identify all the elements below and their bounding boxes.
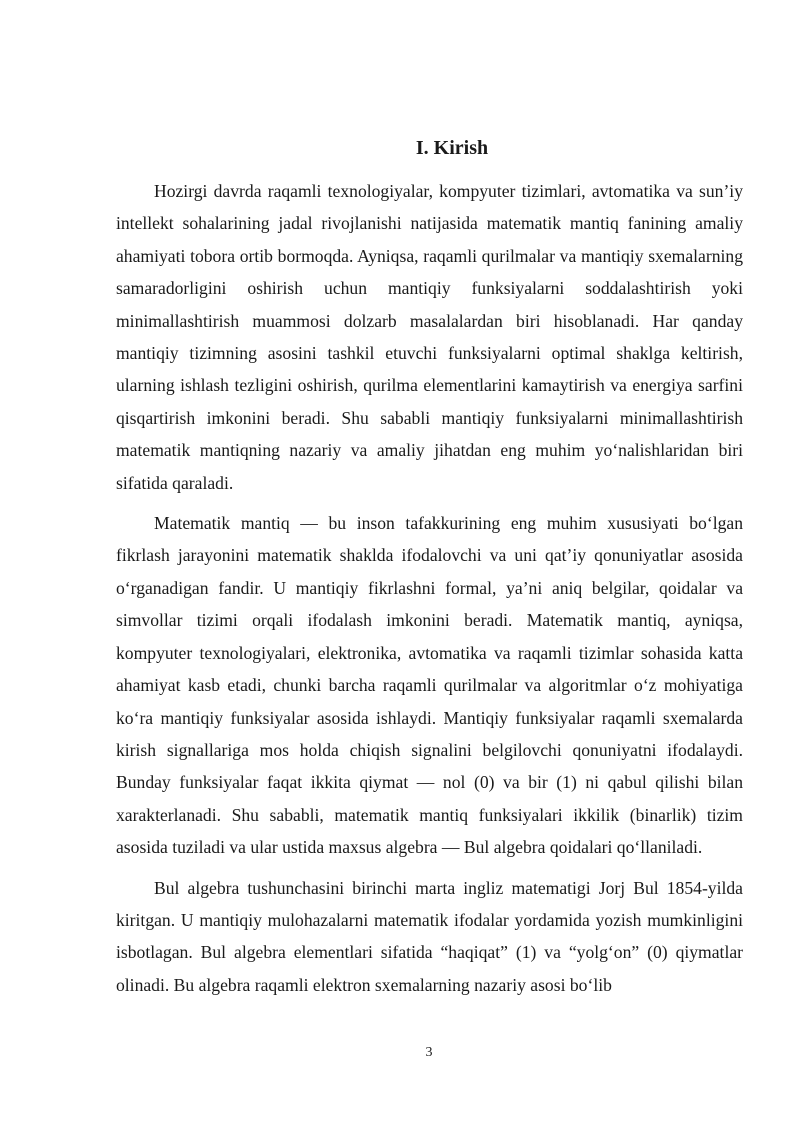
section-heading: I. Kirish (415, 137, 489, 159)
paragraph-2: Matematik mantiq — bu inson tafakkurining eng muhim xususiyati bo‘lgan fikrlash jarayonini matematik shaklda ifodalovchi va uni qat’iy qonuniyatlar asosida o‘rganadigan fandir. U mantiqiy fikrlashni formal, ya’ni aniq belgilar, qoidalar va simvollar tizimi orqali ifodalash imkonini beradi. Matematik mantiq, ayniqsa, kompyuter texnologiyalari, elektronika, avtomatika va raqamli tizimlar sohasida katta ahamiyat kasb etadi, chunki barcha raqamli qurilmalar va algoritmlar o‘z mohiyatiga ko‘ra mantiqiy funksiyalar asosida ishlaydi. Mantiqiy funksiyalar raqamli sxemalarda kirish signallariga mos holda chiqish signalini belgilovchi qonuniyatni ifodalaydi. Bunday funksiyalar faqat ikkita qiymat — nol (0) va bir (1) ni qabul qilishi bilan xarakterlanadi. Shu sababli, matematik mantiq funksiyalari ikkilik (binarlik) tizim asosida tuziladi va ular ustida maxsus algebra — Bul algebra qoidalari qo‘llaniladi. (116, 513, 743, 858)
paragraph-3: Bul algebra tushunchasini birinchi marta ingliz matematigi Jorj Bul 1854-yilda kiritgan. U mantiqiy mulohazalarni matematik ifodalar yordamida yozish mumkinligini isbotlagan. Bul algebra elementlari sifatida “haqiqat” (1) va “yolg‘on” (0) qiymatlar olinadi. Bu algebra raqamli elektron sxemalarning nazariy asosi bo‘lib (116, 877, 743, 995)
body-text (116, 175, 743, 1001)
page-number: 3 (425, 1045, 433, 1060)
paragraph-1: Hozirgi davrda raqamli texnologiyalar, kompyuter tizimlari, avtomatika va sun’iy intellekt sohalarining jadal rivojlanishi natijasida matematik mantiq fanining amaliy ahamiyati tobora ortib bormoqda. Ayniqsa, raqamli qurilmalar va mantiqiy sxemalarning samaradorligini oshirish uchun mantiqiy funksiyalarni soddalashtirish yoki minimallashtirish muammosi dolzarb masalalardan biri hisoblanadi. Har qanday mantiqiy tizimning asosini tashkil etuvchi funksiyalarni optimal shaklga keltirish, ularning ishlash tezligini oshirish, qurilma elementlarini kamaytirish va energiya sarfini qisqartirish imkonini beradi. Shu sababli mantiqiy funksiyalarni minimallashtirish matematik mantiqning nazariy va amaliy jihatdan eng muhim yo‘nalishlaridan biri sifatida qaraladi. (116, 181, 743, 493)
